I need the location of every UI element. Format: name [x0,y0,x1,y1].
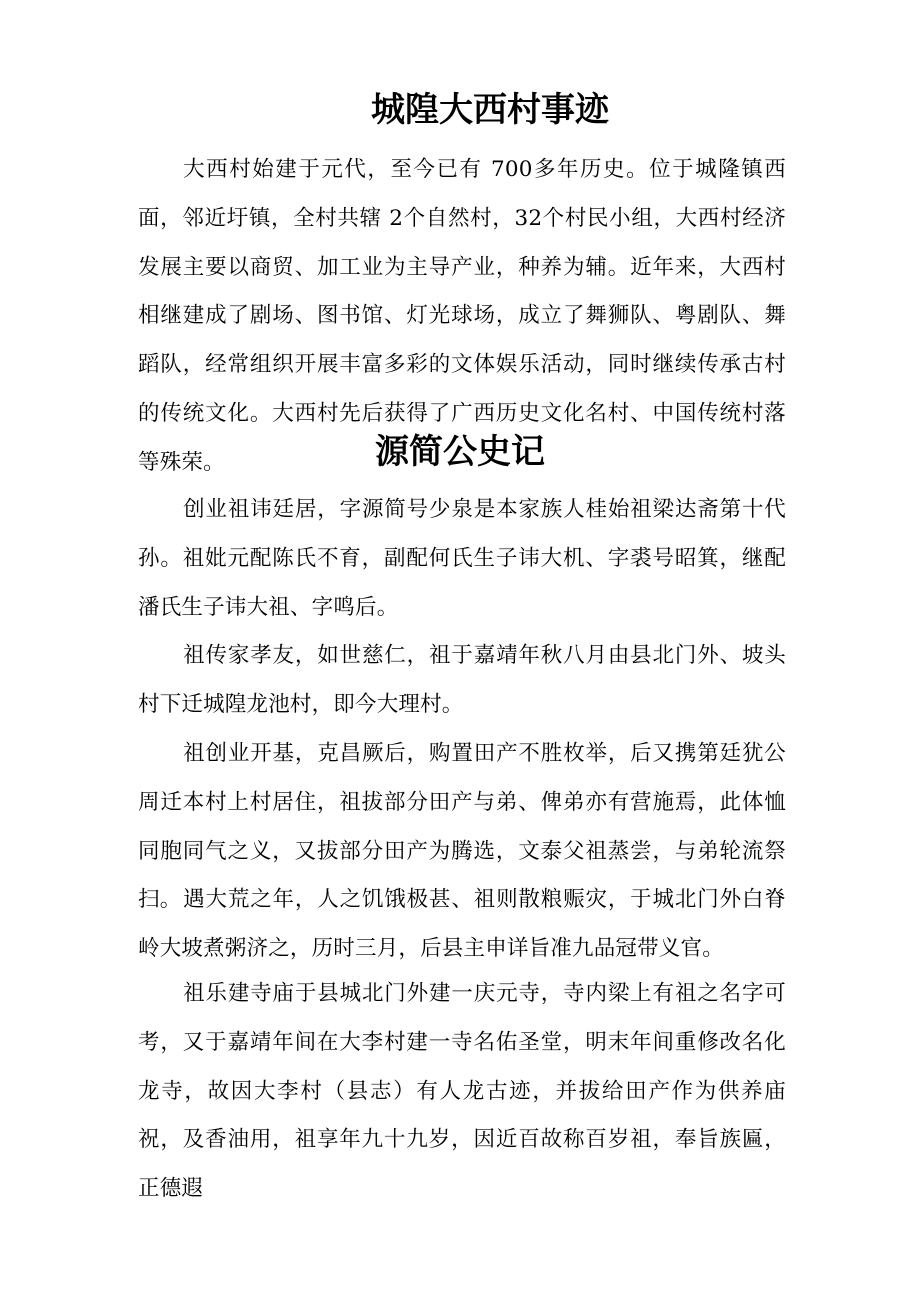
history-paragraph-2: 祖传家孝友，如世慈仁，祖于嘉靖年秋八月由县北门外、坡头村下迁城隍龙池村，即今大理村。 [138,643,786,717]
village-paragraph: 大西村始建于元代，至今已有 700多年历史。位于城隆镇西面，邻近圩镇，全村共辖 2个自然村，32个村民小组，大西村经济发展主要以商贸、加工业为主导产业，种养为辅。近年来，大西村相继建成了剧场、图书馆、灯光球场，成立了舞狮队、粤剧队、舞蹈队，经常组织开展丰富多彩的文体娱乐活动，同时继续传承古村的传统文化。大西村先后获得了广西历史文化名村、中国传统村落等殊荣。 [138,157,786,475]
history-paragraph-4: 遇大荒之年，人之饥饿极甚、祖则散粮赈灾，于城北门外白脊岭大坡煮粥济之，历时三月，后县主申详旨准九品冠带义官。 [138,887,786,961]
section-title-village: 城隍大西村事迹 [371,90,609,130]
section-title-history: 源简公史记 [375,432,545,472]
history-paragraph-1: 创业祖讳廷居，字源简号少泉是本家族人桂始祖梁达斋第十代孙。祖妣元配陈氏不育，副配何氏生子讳大机、字裘号昭箕，继配潘氏生子讳大祖、字鸣后。 [138,497,786,620]
history-paragraph-3: 祖创业开基，克昌厥后，购置田产不胜枚举，后又携第廷犹公周迁本村上村居住，祖拔部分田产与弟、俾弟亦有营施焉，此体恤同胞同气之义，又拔部分田产为腾选，文泰父祖蒸尝，与弟轮流祭扫。 [138,741,786,913]
history-paragraph-5: 祖乐建寺庙于县城北门外建一庆元寺，寺内梁上有祖之名字可考，又于嘉靖年间在大李村建一寺名佑圣堂，明末年间重修改名化龙寺，故因大李村（县志）有人龙古迹，并拔给田产作为供养庙祝，及香油用，祖享年九十九岁，因近百故称百岁祖，奉旨族匾，正德遐 [138,981,786,1202]
